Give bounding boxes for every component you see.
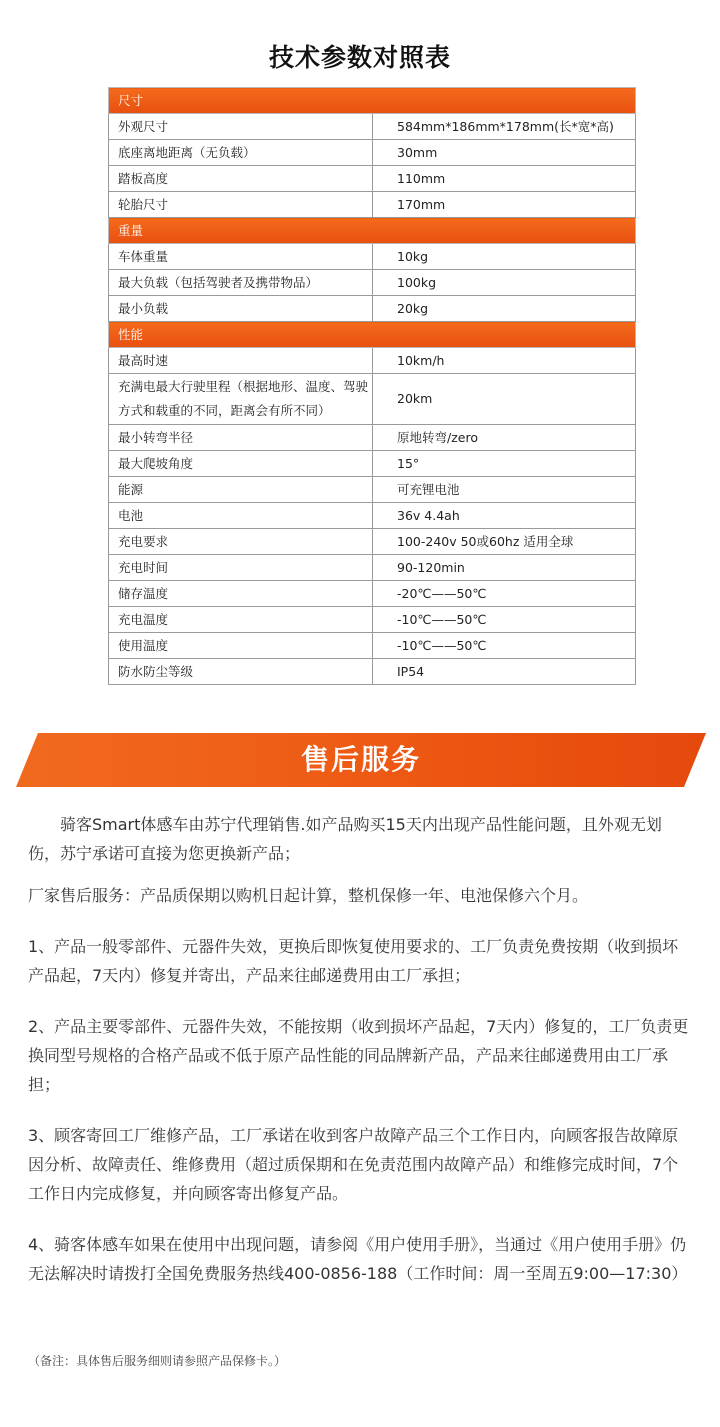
spec-value: 20km bbox=[373, 374, 636, 425]
table-row bbox=[109, 503, 636, 529]
table-row bbox=[109, 581, 636, 607]
section-row bbox=[109, 322, 636, 348]
spec-value: 可充锂电池 bbox=[373, 477, 636, 503]
spec-label: 最高时速 bbox=[109, 348, 373, 374]
spec-label: 车体重量 bbox=[109, 244, 373, 270]
after-sales-banner bbox=[16, 733, 706, 787]
section-header-weight: 重量 bbox=[109, 218, 636, 244]
section-row bbox=[109, 218, 636, 244]
spec-value: 170mm bbox=[373, 192, 636, 218]
table-row bbox=[109, 555, 636, 581]
spec-label: 底座离地距离（无负载） bbox=[109, 140, 373, 166]
spec-value: 100-240v 50或60hz 适用全球 bbox=[373, 529, 636, 555]
table-row bbox=[109, 192, 636, 218]
spec-label: 能源 bbox=[109, 477, 373, 503]
spec-value: 584mm*186mm*178mm(长*宽*高) bbox=[373, 114, 636, 140]
spec-label: 最大负载（包括驾驶者及携带物品） bbox=[109, 270, 373, 296]
spec-label: 最大爬坡角度 bbox=[109, 451, 373, 477]
table-row bbox=[109, 348, 636, 374]
section-header-size: 尺寸 bbox=[109, 88, 636, 114]
table-row bbox=[109, 166, 636, 192]
service-item-4: 4、骑客体感车如果在使用中出现问题，请参阅《用户使用手册》，当通过《用户使用手册》仍无法解决时请拨打全国免费服务热线400-0856-188（工作时间：周一至周五9:00—17:30） bbox=[28, 1235, 688, 1283]
section-header-performance: 性能 bbox=[109, 322, 636, 348]
spec-label: 电池 bbox=[109, 503, 373, 529]
spec-label: 轮胎尺寸 bbox=[109, 192, 373, 218]
spec-value: 10kg bbox=[373, 244, 636, 270]
spec-label: 外观尺寸 bbox=[109, 114, 373, 140]
spec-value: 10km/h bbox=[373, 348, 636, 374]
spec-label: 使用温度 bbox=[109, 633, 373, 659]
after-sales-title: 售后服务 bbox=[300, 743, 421, 776]
table-row bbox=[109, 659, 636, 685]
spec-label: 储存温度 bbox=[109, 581, 373, 607]
spec-label: 充电温度 bbox=[109, 607, 373, 633]
spec-value: 20kg bbox=[373, 296, 636, 322]
spec-value: 36v 4.4ah bbox=[373, 503, 636, 529]
spec-value: -10℃——50℃ bbox=[373, 633, 636, 659]
table-row bbox=[109, 529, 636, 555]
spec-label: 充电时间 bbox=[109, 555, 373, 581]
service-item-1: 1、产品一般零部件、元器件失效，更换后即恢复使用要求的、工厂负责免费按期（收到损坏产品起，7天内）修复并寄出，产品来往邮递费用由工厂承担； bbox=[28, 937, 679, 985]
service-item-3: 3、顾客寄回工厂维修产品，工厂承诺在收到客户故障产品三个工作日内，向顾客报告故障原因分析、故障责任、维修费用（超过质保期和在免责范围内故障产品）和维修完成时间，7个工作日内完成修复，并向顾客寄出修复产品。 bbox=[28, 1126, 679, 1203]
after-sales-content bbox=[28, 810, 693, 1288]
table-row bbox=[109, 425, 636, 451]
footnote: （备注：具体售后服务细则请参照产品保修卡。） bbox=[28, 1354, 287, 1368]
spec-value: -20℃——50℃ bbox=[373, 581, 636, 607]
spec-label: 充满电最大行驶里程（根据地形、温度、驾驶方式和载重的不同，距离会有所不同） bbox=[109, 374, 373, 425]
table-row bbox=[109, 270, 636, 296]
spec-label: 踏板高度 bbox=[109, 166, 373, 192]
spec-label: 最小负载 bbox=[109, 296, 373, 322]
spec-value: 100kg bbox=[373, 270, 636, 296]
spec-label: 充电要求 bbox=[109, 529, 373, 555]
warranty-paragraph: 厂家售后服务：产品质保期以购机日起计算，整机保修一年、电池保修六个月。 bbox=[28, 886, 589, 905]
intro-paragraph: 骑客Smart体感车由苏宁代理销售.如产品购买15天内出现产品性能问题，且外观无划伤，苏宁承诺可直接为您更换新产品； bbox=[28, 815, 662, 863]
table-row bbox=[109, 607, 636, 633]
table-row bbox=[109, 374, 636, 425]
service-item-2: 2、产品主要零部件、元器件失效，不能按期（收到损坏产品起，7天内）修复的，工厂负责更换同型号规格的合格产品或不低于原产品性能的同品牌新产品，产品来往邮递费用由工厂承担； bbox=[28, 1017, 689, 1094]
spec-value: 15° bbox=[373, 451, 636, 477]
spec-value: 30mm bbox=[373, 140, 636, 166]
spec-value: 110mm bbox=[373, 166, 636, 192]
spec-value: 原地转弯/zero bbox=[373, 425, 636, 451]
spec-value: -10℃——50℃ bbox=[373, 607, 636, 633]
table-row bbox=[109, 296, 636, 322]
spec-value: IP54 bbox=[373, 659, 636, 685]
table-row bbox=[109, 633, 636, 659]
spec-label: 最小转弯半径 bbox=[109, 425, 373, 451]
spec-label: 防水防尘等级 bbox=[109, 659, 373, 685]
table-row bbox=[109, 140, 636, 166]
spec-value: 90-120min bbox=[373, 555, 636, 581]
table-row bbox=[109, 244, 636, 270]
section-row bbox=[109, 88, 636, 114]
spec-table bbox=[108, 87, 636, 685]
table-row bbox=[109, 477, 636, 503]
page-title: 技术参数对照表 bbox=[268, 43, 451, 72]
table-row bbox=[109, 451, 636, 477]
table-row bbox=[109, 114, 636, 140]
